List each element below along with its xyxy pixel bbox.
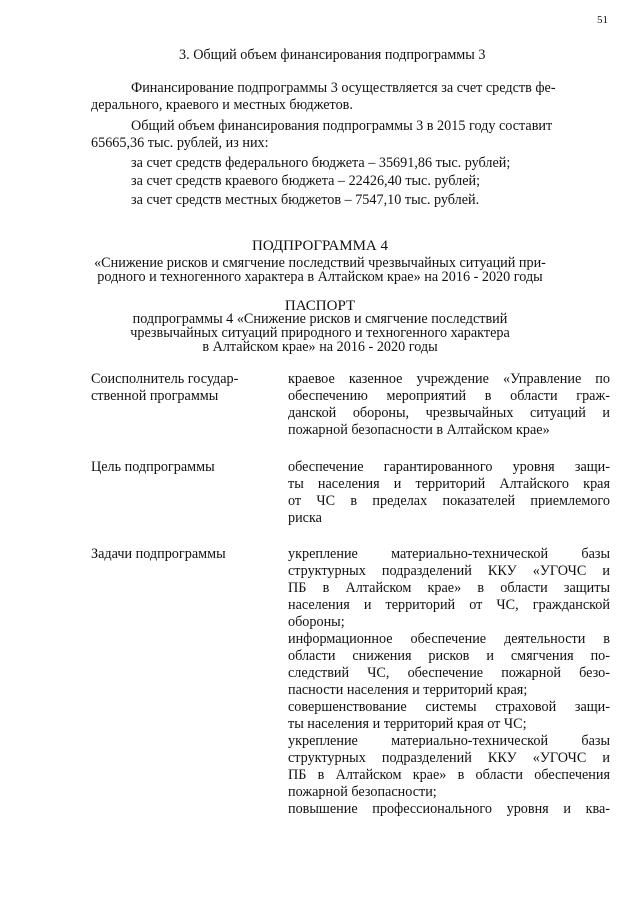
section-heading: 3. Общий объем финансирования подпрограммы 3 [179, 47, 486, 63]
subprogram-name-line: родного и техногенного характера в Алтайском крае» на 2016 - 2020 годы [97, 269, 543, 285]
paragraph-line: дерального, краевого и местных бюджетов. [91, 97, 353, 113]
row-value-line: населения и территорий от ЧС, гражданской [288, 597, 610, 613]
passport-subtitle-line: подпрограммы 4 «Снижение рисков и смягчение последствий [132, 311, 508, 327]
paragraph-line: за счет средств краевого бюджета – 22426,40 тыс. рублей; [131, 173, 481, 189]
row-value-line: структурных подразделений ККУ «УГОЧС и [288, 563, 610, 579]
row-value-line: укрепление материально-технической базы [288, 546, 610, 562]
row-label-line: Цель подпрограммы [91, 459, 215, 475]
row-value-line: краевое казенное учреждение «Управление по [288, 371, 610, 387]
row-value-line: пасности населения и территорий края; [288, 682, 528, 698]
row-value-line: следствий ЧС, обеспечение пожарной безо- [288, 665, 610, 681]
row-value-line: пожарной безопасности в Алтайском крае» [288, 422, 550, 438]
row-value-line: обеспечение гарантированного уровня защи- [288, 459, 610, 475]
passport-title: ПАСПОРТ [284, 298, 356, 314]
row-value-line: риска [288, 510, 322, 526]
paragraph-line: за счет средств федерального бюджета – 35691,86 тыс. рублей; [131, 155, 511, 171]
row-value-line: ты населения и территорий Алтайского края [288, 476, 610, 492]
row-value-line: данской обороны, чрезвычайных ситуаций и [288, 405, 610, 421]
row-value-line: обеспечению мероприятий в области граж- [288, 388, 610, 404]
row-value-line: совершенствование системы страховой защи- [288, 699, 610, 715]
row-value-line: ты населения и территорий края от ЧС; [288, 716, 527, 732]
paragraph-line: за счет средств местных бюджетов – 7547,10 тыс. рублей. [131, 192, 480, 208]
row-label-line: Задачи подпрограммы [91, 546, 226, 562]
row-label-line: Соисполнитель государ- [91, 371, 239, 387]
row-value-line: от ЧС в пределах показателей приемлемого [288, 493, 610, 509]
row-value [288, 546, 610, 818]
row-value-line: информационное обеспечение деятельности в [288, 631, 610, 647]
row-value-line: ПБ в Алтайском крае» в области защиты [288, 580, 610, 596]
row-value-line: структурных подразделений ККУ «УГОЧС и [288, 750, 610, 766]
row-value-line: обороны; [288, 614, 345, 630]
row-value-line: укрепление материально-технической базы [288, 733, 610, 749]
row-value-line: повышение профессионального уровня и ква- [288, 801, 610, 817]
row-value-line: области снижения рисков и смягчения по- [288, 648, 610, 664]
row-value-line: ПБ в Алтайском крае» в области обеспечения [288, 767, 610, 783]
row-label-line: ственной программы [91, 388, 219, 404]
passport-subtitle-line: чрезвычайных ситуаций природного и техногенного характера [130, 325, 510, 341]
row-value-line: пожарной безопасности; [288, 784, 437, 800]
paragraph-line: Общий объем финансирования подпрограммы 3 в 2015 году составит [131, 118, 553, 134]
subprogram-title: ПОДПРОГРАММА 4 [251, 238, 389, 254]
passport-subtitle-line: в Алтайском крае» на 2016 - 2020 годы [202, 339, 438, 355]
row-value [288, 371, 610, 439]
row-value [288, 459, 610, 527]
paragraph-line: Финансирование подпрограммы 3 осуществляется за счет средств фе- [131, 80, 556, 96]
subprogram-name-line: «Снижение рисков и смягчение последствий чрезвычайных ситуаций при- [94, 255, 546, 271]
paragraph-line: 65665,36 тыс. рублей, из них: [91, 135, 269, 151]
page-number: 51 [597, 14, 608, 26]
